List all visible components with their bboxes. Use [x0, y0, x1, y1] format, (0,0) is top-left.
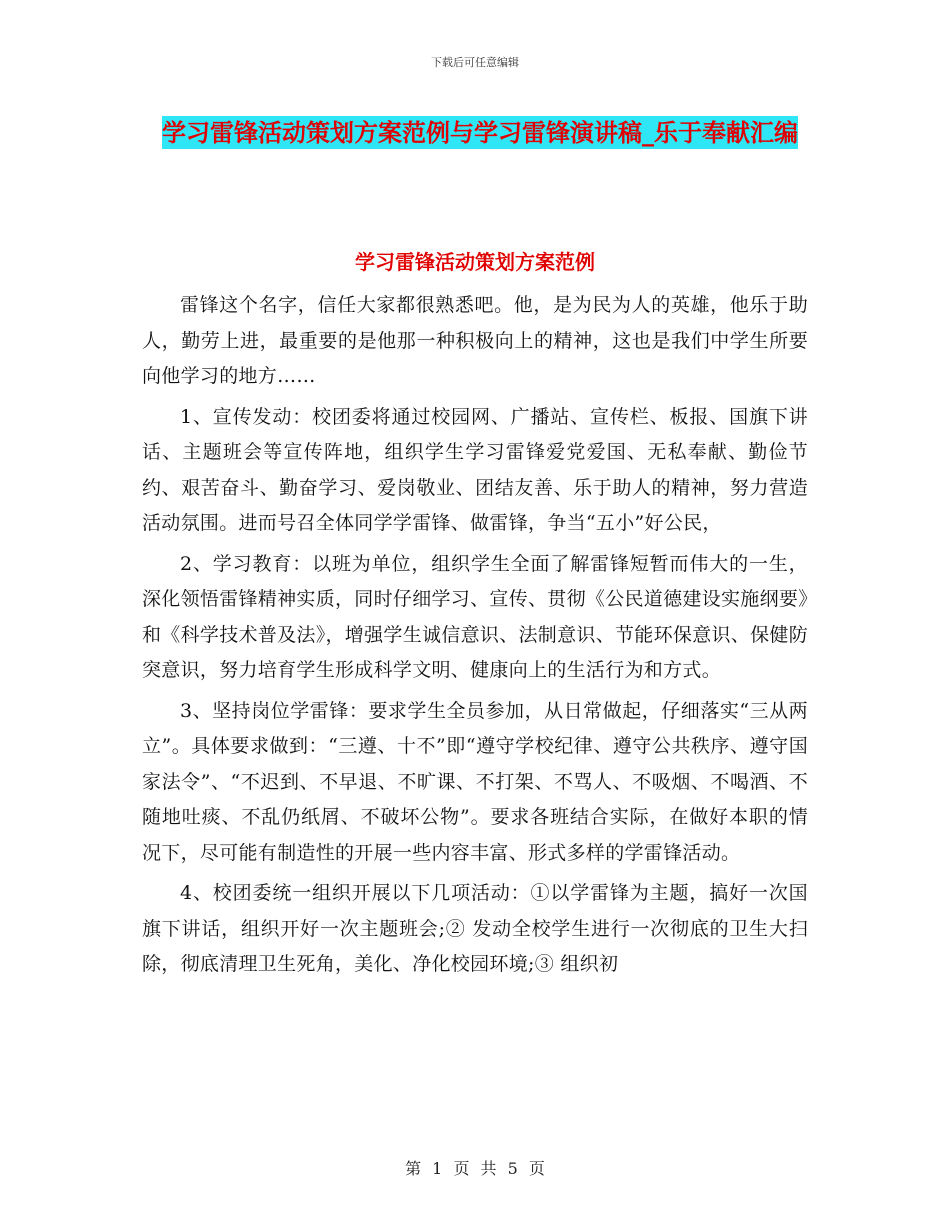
- page-number: 第 1 页 共 5 页: [405, 1159, 545, 1178]
- section-title: 学习雷锋活动策划方案范例: [355, 250, 595, 274]
- document-title: [140, 111, 820, 155]
- paragraph-item-4: 4、校团委统一组织开展以下几项活动：①以学雷锋为主题，搞好一次国旗下讲话，组织开好一次主题班会;② 发动全校学生进行一次彻底的卫生大扫除，彻底清理卫生死角，美化、净化校园环境;③ 组织初: [142, 882, 808, 975]
- paragraph-item-2: 2、学习教育：以班为单位，组织学生全面了解雷锋短暂而伟大的一生，深化领悟雷锋精神实质，同时仔细学习、宣传、贯彻《公民道德建设实施纲要》和《科学技术普及法》，增强学生诚信意识、法制意识、节能环保意识、保健防突意识，努力培育学生形成科学文明、健康向上的生活行为和方式。: [142, 552, 809, 681]
- paragraph-item-1: 1、宣传发动：校团委将通过校园网、广播站、宣传栏、板报、国旗下讲话、主题班会等宣传阵地，组织学生学习雷锋爱党爱国、无私奉献、勤俭节约、艰苦奋斗、勤奋学习、爱岗敬业、团结友善、乐于助人的精神，努力营造活动氛围。进而号召全体同学学雷锋、做雷锋，争当“五小”好公民，: [142, 405, 808, 534]
- paragraph-item-3: 3、坚持岗位学雷锋：要求学生全员参加，从日常做起，仔细落实“三从两立”。具体要求做到：“三遵、十不”即“遵守学校纪律、遵守公共秩序、遵守国家法令”、“不迟到、不早退、不旷课、不打架、不骂人、不吸烟、不喝酒、不随地吐痰、不乱仍纸屑、不破坏公物”。要求各班结合实际，在做好本职的情况下，尽可能有制造性的开展一些内容丰富、形式多样的学雷锋活动。: [142, 699, 808, 864]
- header-note: 下载后可任意编辑: [431, 56, 519, 69]
- document-title-text: 学习雷锋活动策划方案范例与学习雷锋演讲稿_乐于奉献汇编: [162, 118, 798, 147]
- paragraph-intro: 雷锋这个名字，信任大家都很熟悉吧。他，是为民为人的英雄，他乐于助人，勤劳上进，最重要的是他那一种积极向上的精神，这也是我们中学生所要向他学习的地方……: [142, 294, 808, 387]
- document-body: [142, 288, 808, 988]
